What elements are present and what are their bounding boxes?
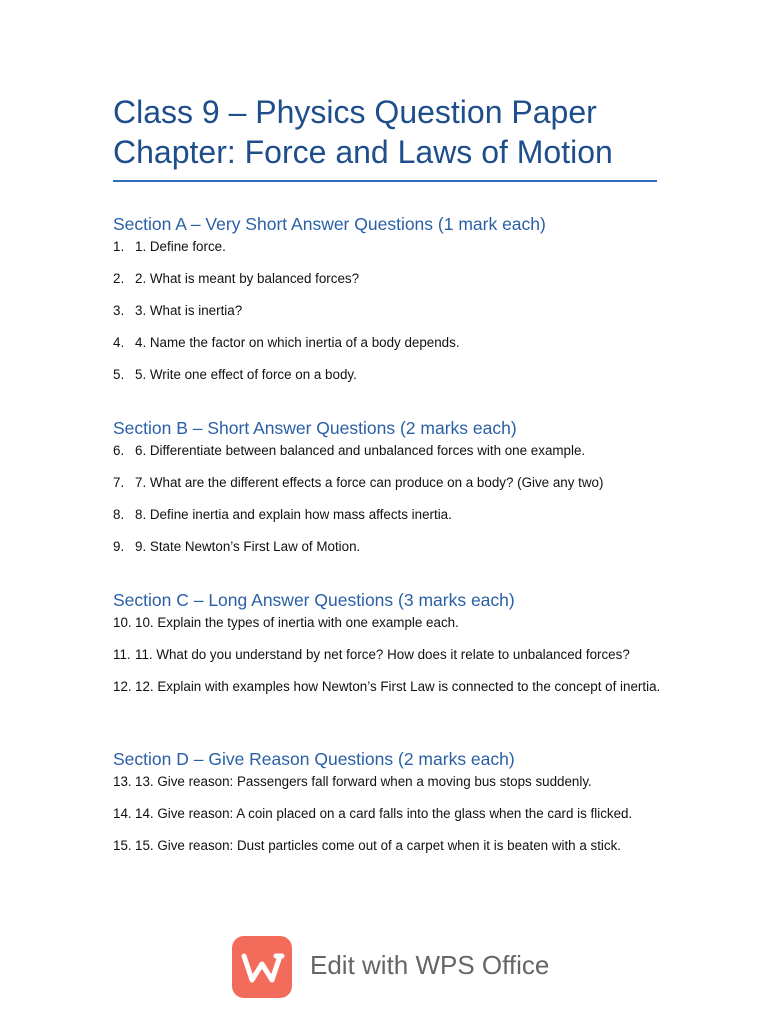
question-text: 10. Explain the types of inertia with one example each. [135,615,459,630]
question-list [113,441,673,557]
section-heading: Section B – Short Answer Questions (2 marks each) [113,418,517,438]
question-number: 15. [113,838,132,853]
question-item [113,613,673,633]
question-item [113,365,673,385]
question-number: 3. [113,303,125,318]
question-item [113,301,673,321]
question-list [113,613,673,697]
question-text: 9. State Newton’s First Law of Motion. [135,539,361,554]
page-title [113,92,613,172]
title-divider [113,180,657,182]
question-number: 12. [113,679,132,694]
question-text: 7. What are the different effects a force can produce on a body? (Give any two) [135,475,604,490]
question-item [113,269,673,289]
section-d [113,748,673,856]
section-a [113,213,673,385]
question-item [113,537,673,557]
question-text: 6. Differentiate between balanced and unbalanced forces with one example. [135,443,586,458]
section-b [113,417,673,557]
question-number: 9. [113,539,125,554]
section-heading: Section A – Very Short Answer Questions (1 mark each) [113,214,546,234]
question-text: 12. Explain with examples how Newton’s First Law is connected to the concept of inertia. [135,679,661,694]
question-text: 14. Give reason: A coin placed on a card falls into the glass when the card is flicked. [135,806,633,821]
question-text: 4. Name the factor on which inertia of a body depends. [135,335,460,350]
section-heading: Section D – Give Reason Questions (2 marks each) [113,749,515,769]
question-text: 15. Give reason: Dust particles come out of a carpet when it is beaten with a stick. [135,838,622,853]
wps-edit-label[interactable]: Edit with WPS Office [310,950,550,980]
question-number: 5. [113,367,125,382]
question-item [113,473,673,493]
title-line-2: Chapter: Force and Laws of Motion [113,134,613,170]
question-item [113,441,673,461]
question-text: 3. What is inertia? [135,303,243,318]
question-item [113,804,673,824]
question-text: 13. Give reason: Passengers fall forward when a moving bus stops suddenly. [135,774,592,789]
question-text: 5. Write one effect of force on a body. [135,367,357,382]
question-number: 1. [113,239,125,254]
question-item [113,333,673,353]
question-number: 11. [113,647,131,662]
question-number: 8. [113,507,125,522]
wps-logo-icon[interactable] [232,936,292,998]
question-number: 10. [113,615,132,630]
question-number: 6. [113,443,125,458]
question-text: 1. Define force. [135,239,226,254]
question-number: 13. [113,774,132,789]
question-item [113,772,673,792]
question-number: 2. [113,271,125,286]
question-text: 2. What is meant by balanced forces? [135,271,360,286]
question-item [113,677,673,697]
question-item [113,645,673,665]
wps-edit-banner[interactable] [232,936,562,1000]
question-text: 8. Define inertia and explain how mass affects inertia. [135,507,452,522]
question-number: 14. [113,806,132,821]
question-text: 11. What do you understand by net force? How does it relate to unbalanced forces? [135,647,630,662]
question-number: 4. [113,335,125,350]
question-number: 7. [113,475,125,490]
section-c [113,589,673,697]
title-line-1: Class 9 – Physics Question Paper [113,94,597,130]
question-list [113,772,673,856]
section-heading: Section C – Long Answer Questions (3 marks each) [113,590,515,610]
question-list [113,237,673,385]
question-item [113,237,673,257]
question-item [113,836,673,856]
question-item [113,505,673,525]
